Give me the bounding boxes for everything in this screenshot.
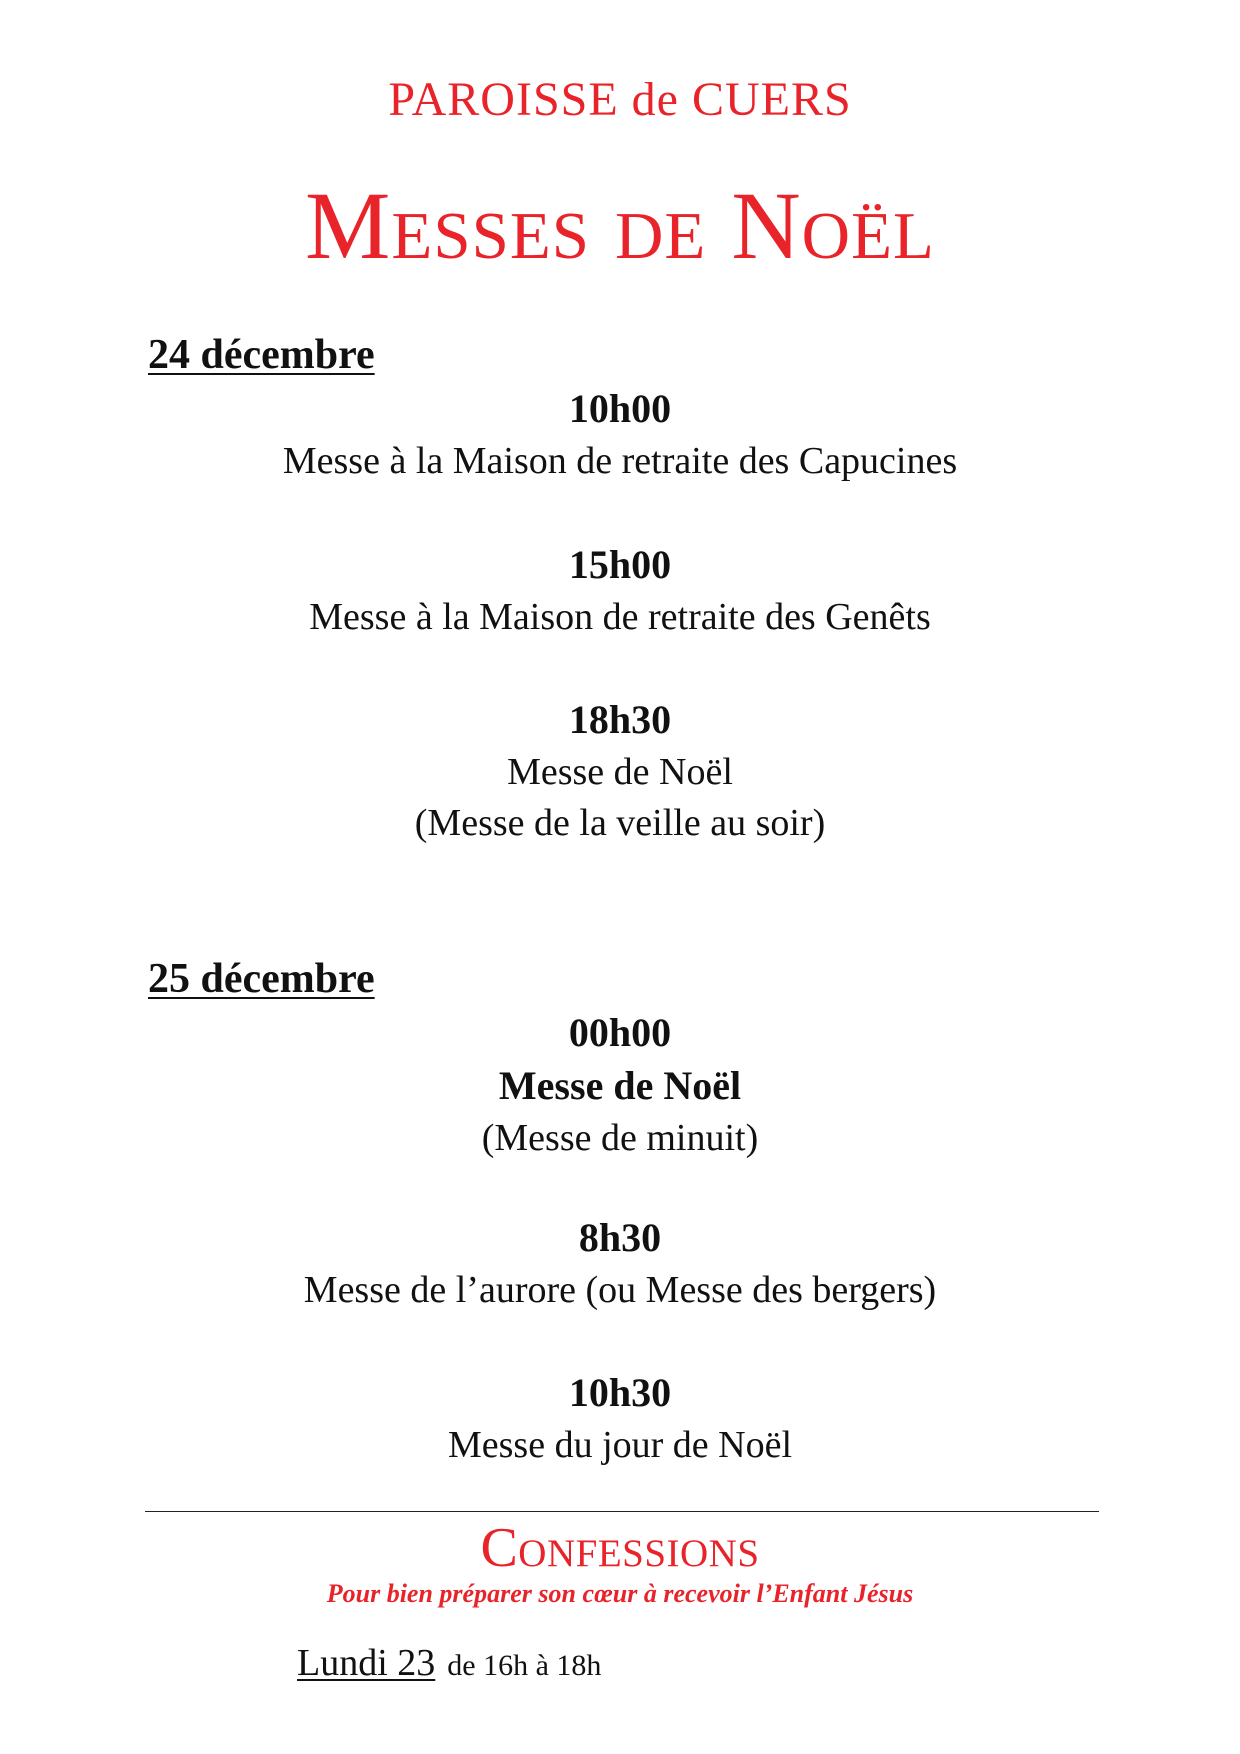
event-time: 18h30 xyxy=(568,697,672,742)
event-description: Messe à la Maison de retraite des Capucines xyxy=(282,440,958,482)
day-heading-24: 24 décembre xyxy=(148,332,375,378)
confessions-hours: de 16h à 18h xyxy=(447,1649,602,1682)
confessions-schedule xyxy=(297,1644,601,1682)
event-time: 8h30 xyxy=(578,1215,662,1260)
event-25-0000 xyxy=(0,1010,1240,1159)
event-24-1500 xyxy=(0,542,1240,638)
event-description: Messe de Noël xyxy=(498,1063,742,1108)
event-description: Messe de l’aurore (ou Messe des bergers) xyxy=(303,1269,937,1311)
page-title: Messes de Noël xyxy=(305,172,935,279)
event-description: Messe de Noël xyxy=(507,751,733,793)
confessions-day: Lundi 23 xyxy=(297,1642,436,1684)
event-note: (Messe de minuit) xyxy=(481,1117,759,1159)
parish-name: PAROISSE de CUERS xyxy=(388,73,852,126)
event-description: Messe du jour de Noël xyxy=(447,1424,793,1466)
event-25-0830 xyxy=(0,1215,1240,1311)
event-description: Messe à la Maison de retraite des Genêts xyxy=(309,596,931,638)
event-25-1030 xyxy=(0,1370,1240,1466)
confessions-title: Confessions xyxy=(480,1517,760,1579)
event-time: 00h00 xyxy=(568,1010,672,1055)
event-time: 10h00 xyxy=(568,386,672,431)
event-time: 10h30 xyxy=(568,1370,672,1415)
event-time: 15h00 xyxy=(568,542,672,587)
day-heading-25: 25 décembre xyxy=(148,956,375,1002)
section-divider xyxy=(145,1511,1099,1512)
confessions-subtitle: Pour bien préparer son cœur à recevoir l’Enfant Jésus xyxy=(326,1579,914,1608)
event-24-1000 xyxy=(0,386,1240,482)
event-note: (Messe de la veille au soir) xyxy=(414,802,826,844)
event-24-1830 xyxy=(0,697,1240,844)
